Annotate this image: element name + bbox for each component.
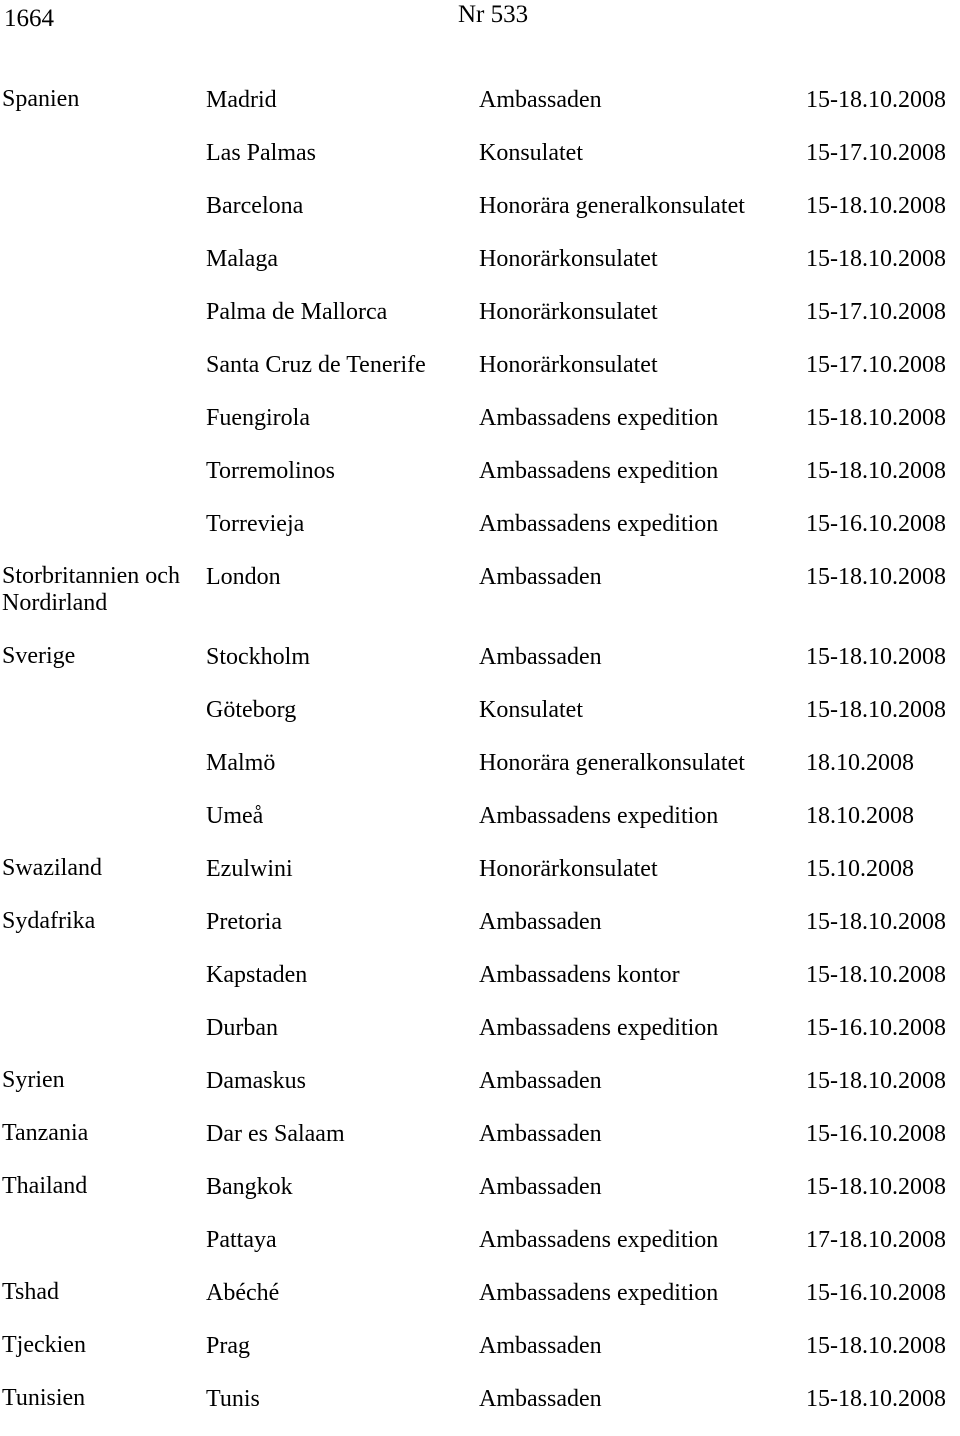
city-cell: Tunis <box>206 1386 260 1412</box>
table-row <box>0 959 960 1012</box>
page-number: 1664 <box>4 5 54 32</box>
date-cell: 15.10.2008 <box>806 856 914 882</box>
table-row <box>0 349 960 402</box>
mission-cell: Ambassaden <box>479 564 602 590</box>
mission-cell: Honorärkonsulatet <box>479 352 658 378</box>
table-row <box>0 455 960 508</box>
mission-cell: Ambassaden <box>479 1386 602 1412</box>
date-cell: 15-18.10.2008 <box>806 697 946 723</box>
table-row <box>0 1277 960 1330</box>
date-cell: 15-18.10.2008 <box>806 458 946 484</box>
city-cell: Kapstaden <box>206 962 308 988</box>
city-cell: Damaskus <box>206 1068 306 1094</box>
mission-cell: Honorära generalkonsulatet <box>479 193 745 219</box>
country-cell: Spanien <box>2 86 80 112</box>
city-cell: Dar es Salaam <box>206 1121 345 1147</box>
table-row <box>0 1171 960 1224</box>
date-cell: 15-16.10.2008 <box>806 511 946 537</box>
city-cell: Prag <box>206 1333 250 1359</box>
date-cell: 15-18.10.2008 <box>806 1174 946 1200</box>
city-cell: Fuengirola <box>206 405 310 431</box>
date-cell: 15-18.10.2008 <box>806 644 946 670</box>
mission-cell: Ambassaden <box>479 1121 602 1147</box>
country-cell: Thailand <box>2 1173 88 1199</box>
table-row <box>0 84 960 137</box>
table-row <box>0 1224 960 1277</box>
table-row <box>0 747 960 800</box>
voting-locations-table <box>0 84 960 1436</box>
table-row <box>0 1330 960 1383</box>
mission-cell: Ambassadens kontor <box>479 962 680 988</box>
mission-cell: Honorärkonsulatet <box>479 246 658 272</box>
mission-cell: Konsulatet <box>479 140 583 166</box>
country-cell: Tjeckien <box>2 1332 86 1358</box>
country-cell: Sverige <box>2 643 76 669</box>
table-row <box>0 243 960 296</box>
mission-cell: Ambassaden <box>479 1333 602 1359</box>
city-cell: Malaga <box>206 246 278 272</box>
city-cell: Palma de Mallorca <box>206 299 388 325</box>
city-cell: Durban <box>206 1015 278 1041</box>
table-row <box>0 1383 960 1436</box>
date-cell: 15-18.10.2008 <box>806 87 946 113</box>
table-row <box>0 906 960 959</box>
city-cell: Göteborg <box>206 697 297 723</box>
country-cell: Storbritannien och Nordirland <box>2 563 180 616</box>
country-cell: Tunisien <box>2 1385 86 1411</box>
mission-cell: Ambassadens expedition <box>479 511 719 537</box>
country-cell: Tshad <box>2 1279 59 1305</box>
mission-cell: Honorära generalkonsulatet <box>479 750 745 776</box>
date-cell: 15-16.10.2008 <box>806 1121 946 1147</box>
country-cell: Swaziland <box>2 855 102 881</box>
table-row <box>0 1012 960 1065</box>
date-cell: 17-18.10.2008 <box>806 1227 946 1253</box>
country-cell: Tanzania <box>2 1120 89 1146</box>
mission-cell: Ambassaden <box>479 909 602 935</box>
city-cell: Pretoria <box>206 909 282 935</box>
mission-cell: Ambassaden <box>479 1174 602 1200</box>
issue-number: Nr 533 <box>458 1 529 28</box>
city-cell: Las Palmas <box>206 140 316 166</box>
date-cell: 15-18.10.2008 <box>806 1386 946 1412</box>
city-cell: Torrevieja <box>206 511 305 537</box>
date-cell: 15-17.10.2008 <box>806 140 946 166</box>
date-cell: 18.10.2008 <box>806 803 914 829</box>
mission-cell: Ambassaden <box>479 87 602 113</box>
country-cell: Sydafrika <box>2 908 96 934</box>
table-row <box>0 1065 960 1118</box>
city-cell: Umeå <box>206 803 264 829</box>
mission-cell: Ambassadens expedition <box>479 405 719 431</box>
mission-cell: Ambassadens expedition <box>479 458 719 484</box>
table-row <box>0 561 960 641</box>
city-cell: Bangkok <box>206 1174 293 1200</box>
city-cell: Santa Cruz de Tenerife <box>206 352 426 378</box>
country-cell: Syrien <box>2 1067 65 1093</box>
mission-cell: Ambassadens expedition <box>479 803 719 829</box>
date-cell: 15-18.10.2008 <box>806 1333 946 1359</box>
mission-cell: Honorärkonsulatet <box>479 299 658 325</box>
city-cell: Pattaya <box>206 1227 277 1253</box>
city-cell: Barcelona <box>206 193 304 219</box>
mission-cell: Ambassaden <box>479 1068 602 1094</box>
date-cell: 15-18.10.2008 <box>806 193 946 219</box>
table-row <box>0 137 960 190</box>
table-row <box>0 190 960 243</box>
date-cell: 15-18.10.2008 <box>806 1068 946 1094</box>
mission-cell: Ambassadens expedition <box>479 1015 719 1041</box>
mission-cell: Ambassadens expedition <box>479 1280 719 1306</box>
date-cell: 15-17.10.2008 <box>806 352 946 378</box>
city-cell: Stockholm <box>206 644 311 670</box>
date-cell: 15-16.10.2008 <box>806 1015 946 1041</box>
table-row <box>0 296 960 349</box>
city-cell: Abéché <box>206 1280 280 1306</box>
date-cell: 15-18.10.2008 <box>806 246 946 272</box>
date-cell: 15-17.10.2008 <box>806 299 946 325</box>
table-row <box>0 402 960 455</box>
date-cell: 15-16.10.2008 <box>806 1280 946 1306</box>
date-cell: 15-18.10.2008 <box>806 405 946 431</box>
city-cell: Torremolinos <box>206 458 335 484</box>
city-cell: Malmö <box>206 750 276 776</box>
mission-cell: Konsulatet <box>479 697 583 723</box>
table-row <box>0 1118 960 1171</box>
table-row <box>0 508 960 561</box>
table-row <box>0 694 960 747</box>
mission-cell: Ambassadens expedition <box>479 1227 719 1253</box>
table-row <box>0 641 960 694</box>
date-cell: 18.10.2008 <box>806 750 914 776</box>
table-row <box>0 853 960 906</box>
city-cell: Madrid <box>206 87 277 113</box>
date-cell: 15-18.10.2008 <box>806 909 946 935</box>
page-header <box>0 0 960 40</box>
table-row <box>0 800 960 853</box>
date-cell: 15-18.10.2008 <box>806 962 946 988</box>
city-cell: London <box>206 564 281 590</box>
city-cell: Ezulwini <box>206 856 293 882</box>
mission-cell: Ambassaden <box>479 644 602 670</box>
mission-cell: Honorärkonsulatet <box>479 856 658 882</box>
date-cell: 15-18.10.2008 <box>806 564 946 590</box>
